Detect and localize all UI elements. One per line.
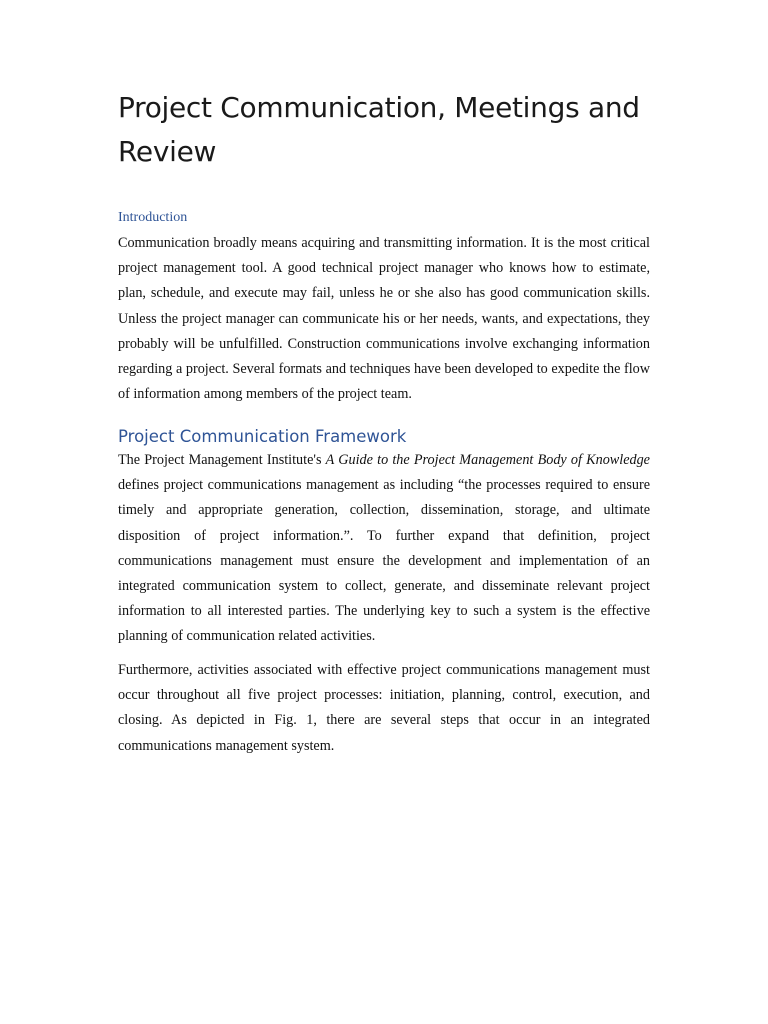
framework-paragraph-1-rest: defines project communications management as including “the processes required to ensure timely and appropriate generation, collection, dissemination, storage, and ultimate disposition of project information.”. To further expand that definition, project communications management must ensure the development and implementation of an integrated communication system to collect, generate, and disseminate relevant project information to all interested parties. The underlying key to such a system is the effective planning of communication related activities. (118, 477, 650, 645)
introduction-heading: Introduction (118, 210, 188, 225)
book-title: A Guide to the Project Management Body of Knowledge (325, 452, 650, 468)
document-title: Project Communication, Meetings and Review (118, 91, 640, 168)
framework-paragraph-1 (118, 448, 650, 650)
framework-paragraph-1-lead: The Project Management Institute's (118, 452, 326, 468)
introduction-paragraph: Communication broadly means acquiring and transmitting information. It is the most critical project management tool. A good technical project manager who knows how to estimate, plan, schedule, and execute may fail, unless he or she also has good communication skills. Unless the project manager can communicate his or her needs, wants, and expectations, they probably will be unfulfilled. Construction communications involve exchanging information regarding a project. Several formats and techniques have been developed to expedite the flow of information among members of the project team. (118, 235, 650, 403)
framework-heading: Project Communication Framework (118, 427, 407, 446)
framework-paragraph-2: Furthermore, activities associated with effective project communications management must occur throughout all five project processes: initiation, planning, control, execution, and closing. As depicted in Fig. 1, there are several steps that occur in an integrated communications management system. (118, 662, 650, 754)
